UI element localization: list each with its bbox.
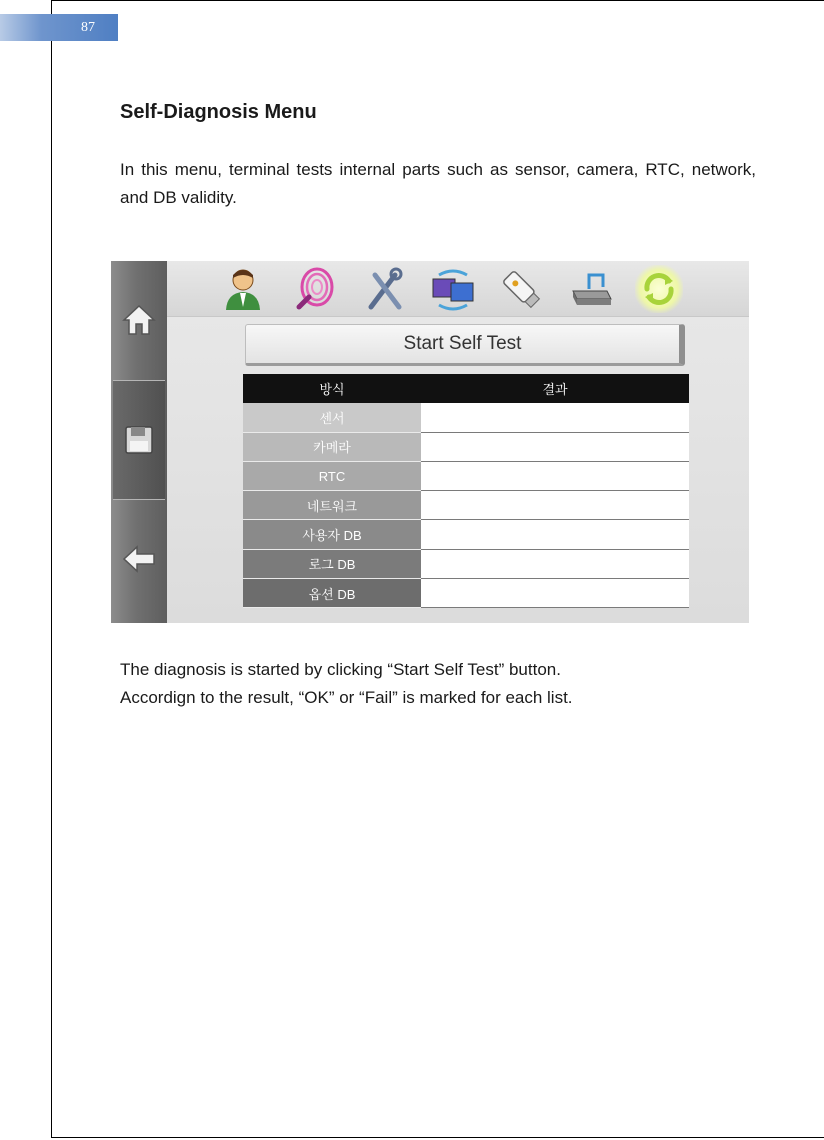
table-header-row — [243, 374, 689, 403]
row-method-network: 네트워크 — [243, 491, 421, 520]
back-arrow-icon — [121, 543, 157, 575]
home-button[interactable] — [113, 261, 165, 379]
usb-menu-button[interactable] — [497, 265, 545, 313]
fingerprint-menu-button[interactable] — [291, 265, 339, 313]
fingerprint-icon — [295, 267, 335, 311]
row-method-sensor: 센서 — [243, 403, 421, 432]
row-result — [421, 550, 689, 579]
section-intro: In this menu, terminal tests internal parts such as sensor, camera, RTC, network, and DB validity. — [120, 160, 756, 207]
top-nav-bar — [167, 261, 749, 317]
row-method-option-db: 옵션 DB — [243, 579, 421, 608]
self-test-menu-button[interactable] — [635, 265, 683, 313]
row-result — [421, 462, 689, 491]
header-result: 결과 — [421, 374, 689, 403]
device-screenshot — [111, 261, 749, 623]
row-method-user-db: 사용자 DB — [243, 520, 421, 549]
user-menu-button[interactable] — [219, 265, 267, 313]
save-button[interactable] — [113, 380, 165, 500]
explanation-text — [120, 656, 760, 712]
ethernet-switch-icon — [569, 267, 613, 311]
tools-menu-button[interactable] — [361, 265, 409, 313]
page-number: 87 — [81, 20, 95, 35]
tools-icon — [365, 267, 405, 311]
table-row — [243, 462, 689, 491]
home-icon — [122, 303, 156, 337]
refresh-icon — [639, 269, 679, 309]
table-row — [243, 520, 689, 549]
table-row — [243, 433, 689, 462]
row-result — [421, 579, 689, 608]
table-row — [243, 579, 689, 608]
save-icon — [123, 424, 155, 456]
start-self-test-button[interactable]: Start Self Test — [245, 324, 685, 366]
row-result — [421, 433, 689, 462]
ethernet-menu-button[interactable] — [567, 265, 615, 313]
row-method-rtc: RTC — [243, 462, 421, 491]
back-button[interactable] — [113, 500, 165, 618]
row-result — [421, 491, 689, 520]
table-row — [243, 550, 689, 579]
table-row — [243, 491, 689, 520]
row-method-log-db: 로그 DB — [243, 550, 421, 579]
usb-icon — [501, 267, 541, 311]
row-result — [421, 520, 689, 549]
explanation-line-2: Accordign to the result, “OK” or “Fail” is marked for each list. — [120, 688, 573, 707]
row-method-camera: 카메라 — [243, 433, 421, 462]
explanation-line-1: The diagnosis is started by clicking “Start Self Test” button. — [120, 660, 561, 679]
network-menu-button[interactable] — [429, 265, 477, 313]
header-method: 방식 — [243, 374, 421, 403]
left-sidebar — [111, 261, 167, 623]
diagnosis-table — [243, 374, 689, 608]
network-pc-icon — [431, 267, 475, 311]
row-result — [421, 403, 689, 432]
section-title: Self-Diagnosis Menu — [120, 101, 317, 123]
user-icon — [223, 267, 263, 311]
table-row — [243, 403, 689, 432]
page-number-tab — [0, 14, 118, 41]
